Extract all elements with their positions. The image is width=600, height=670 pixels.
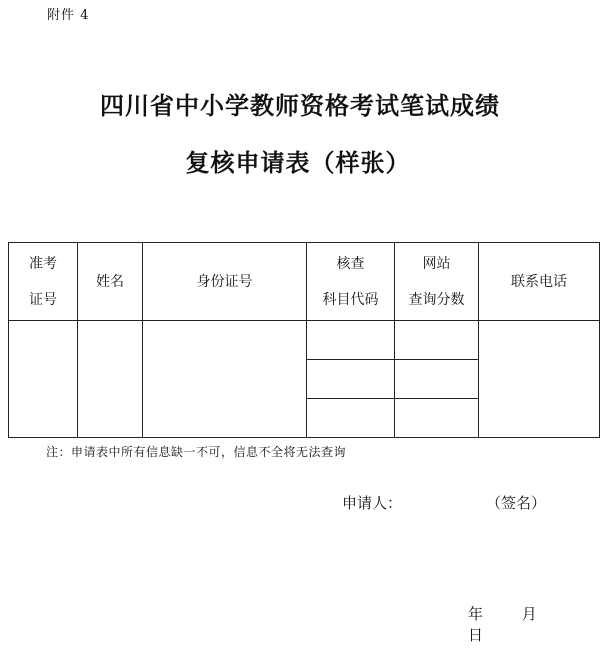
date-year-label: 年 bbox=[468, 605, 484, 623]
header-id-number: 身份证号 bbox=[143, 243, 307, 321]
table-row bbox=[9, 321, 600, 360]
header-row bbox=[9, 243, 600, 321]
application-form-table bbox=[8, 242, 600, 438]
form-note: 注：申请表中所有信息缺一不可，信息不全将无法查询 bbox=[46, 445, 347, 459]
date-day-label: 日 bbox=[468, 626, 484, 644]
cell-id-number[interactable] bbox=[143, 321, 307, 438]
cell-exam-id[interactable] bbox=[9, 321, 78, 438]
cell-name[interactable] bbox=[78, 321, 143, 438]
header-name: 姓名 bbox=[78, 243, 143, 321]
header-web-score-line1: 网站 bbox=[422, 255, 451, 272]
cell-web-score-1[interactable] bbox=[395, 321, 479, 360]
cell-web-score-2[interactable] bbox=[395, 360, 479, 399]
date-month-label: 月 bbox=[521, 605, 537, 623]
cell-subject-code-1[interactable] bbox=[307, 321, 395, 360]
document-title-line1: 四川省中小学教师资格考试笔试成绩 bbox=[100, 92, 500, 120]
cell-phone[interactable] bbox=[479, 321, 600, 438]
cell-subject-code-2[interactable] bbox=[307, 360, 395, 399]
header-exam-id bbox=[9, 243, 78, 321]
header-exam-id-line2: 证号 bbox=[29, 291, 57, 308]
date-line bbox=[468, 603, 600, 645]
header-subject-code-line1: 核查 bbox=[336, 255, 365, 272]
header-web-score bbox=[395, 243, 479, 321]
attachment-label: 附件 4 bbox=[47, 8, 90, 23]
header-phone: 联系电话 bbox=[479, 243, 600, 321]
header-subject-code-line2: 科目代码 bbox=[322, 291, 379, 308]
cell-web-score-3[interactable] bbox=[395, 399, 479, 438]
header-exam-id-line1: 准考 bbox=[29, 255, 57, 272]
header-subject-code bbox=[307, 243, 395, 321]
cell-subject-code-3[interactable] bbox=[307, 399, 395, 438]
header-web-score-line2: 查询分数 bbox=[408, 291, 465, 308]
signature-label: （签名） bbox=[486, 494, 547, 512]
document-title-line2: 复核申请表（样张） bbox=[185, 149, 411, 177]
applicant-label: 申请人： bbox=[342, 494, 403, 512]
